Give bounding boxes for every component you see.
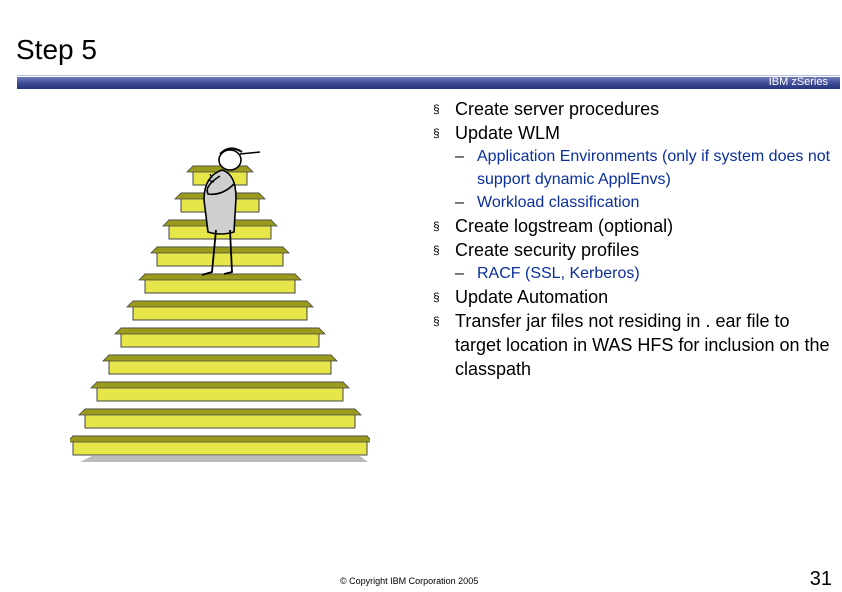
bullet-marker-icon: § xyxy=(433,243,440,257)
bullet-text: Workload classification xyxy=(477,194,640,211)
bullet-marker-icon: § xyxy=(433,290,440,304)
stair-tread xyxy=(127,301,313,307)
bullet-item xyxy=(433,285,833,309)
sub-bullet-item xyxy=(433,191,833,214)
bullet-marker-icon: § xyxy=(433,314,440,328)
copyright-footer: © Copyright IBM Corporation 2005 xyxy=(340,576,479,586)
page-number: 31 xyxy=(809,568,832,590)
bullet-text: Create logstream (optional) xyxy=(455,216,674,236)
dash-marker-icon: – xyxy=(455,265,464,282)
dash-marker-icon: – xyxy=(455,194,464,211)
bullet-text: Create security profiles xyxy=(455,240,640,260)
stair-tread xyxy=(70,436,370,442)
stair-tread xyxy=(151,247,289,253)
header-rule xyxy=(17,75,840,76)
sub-bullet-item xyxy=(433,262,833,285)
sub-bullet-item xyxy=(433,145,833,191)
stair-tread xyxy=(103,355,337,361)
stair-tread xyxy=(79,409,361,415)
bullet-list xyxy=(433,97,833,381)
bullet-text: Update Automation xyxy=(455,287,609,307)
stair-tread xyxy=(115,328,325,334)
bullet-text: Application Environments (only if system does not support dynamic ApplEnvs) xyxy=(477,148,831,188)
bullet-item xyxy=(433,309,833,381)
bullet-item xyxy=(433,97,833,121)
header-bar xyxy=(17,77,840,89)
bullet-marker-icon: § xyxy=(433,219,440,233)
staircase-illustration xyxy=(70,140,370,470)
bullet-item xyxy=(433,214,833,238)
bullet-text: Create server procedures xyxy=(455,99,660,119)
bullet-marker-icon: § xyxy=(433,126,440,140)
bullet-text: RACF (SSL, Kerberos) xyxy=(477,265,640,282)
stair-tread xyxy=(139,274,301,280)
bullet-item xyxy=(433,238,833,262)
bullet-item xyxy=(433,121,833,145)
brand-label: IBM zSeries xyxy=(768,76,828,88)
slide-title: Step 5 xyxy=(16,34,97,65)
stair-tread xyxy=(91,382,349,388)
bullet-text: Update WLM xyxy=(455,123,561,143)
dash-marker-icon: – xyxy=(455,148,464,165)
bullet-marker-icon: § xyxy=(433,102,440,116)
bullet-text: Transfer jar files not residing in . ear file to target location in WAS HFS for inclusion on the classpath xyxy=(455,311,830,379)
stair-shadow xyxy=(80,456,368,462)
